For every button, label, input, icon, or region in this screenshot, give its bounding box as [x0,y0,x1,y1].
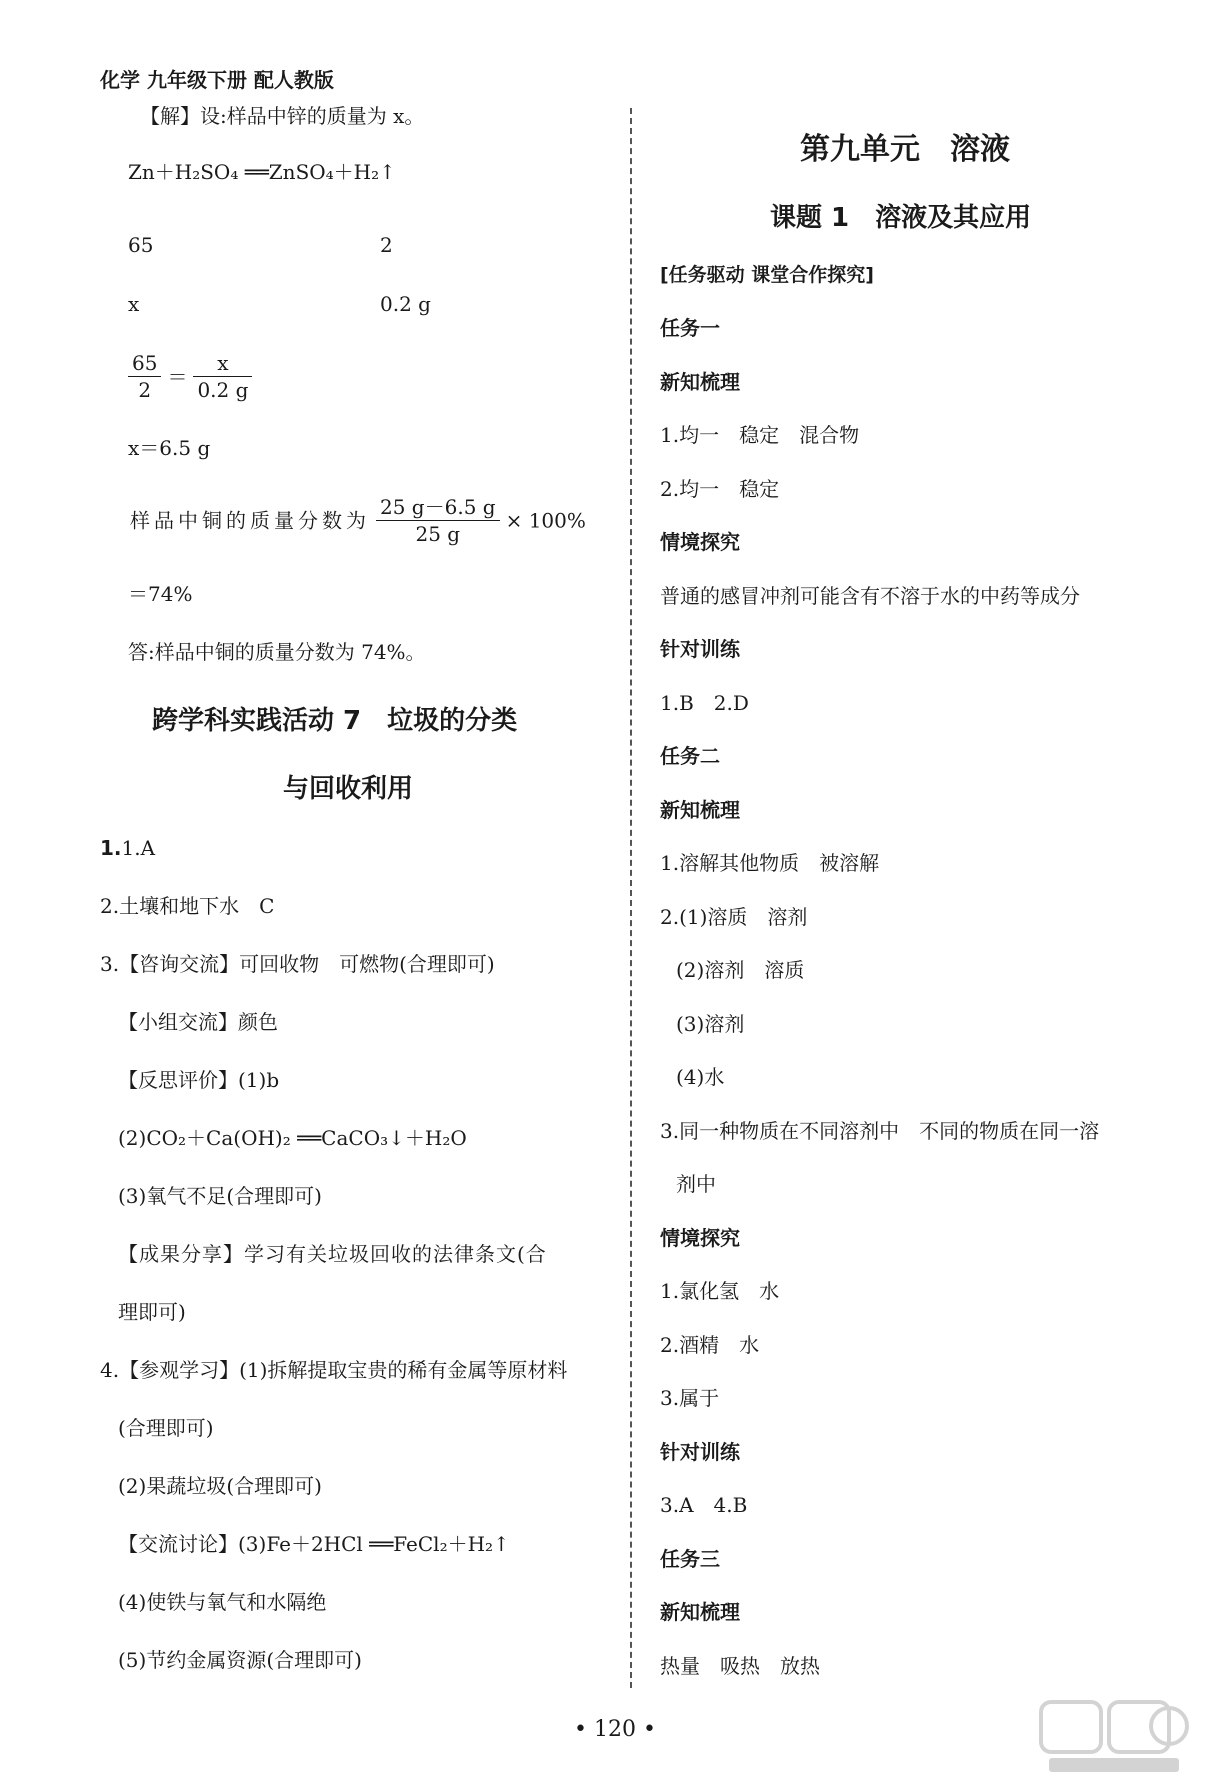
solution-intro: 【解】设:样品中锌的质量为 x。 [140,104,425,128]
answer-item: 2.土壤和地下水 C [100,894,275,918]
unknown-x: x [128,292,140,316]
subsection-heading: 新知梳理 [660,798,740,822]
column-divider [630,108,632,1688]
section-tag: [任务驱动 课堂合作探究] [660,264,874,286]
answer-item: 3.【咨询交流】可回收物 可燃物(合理即可) [100,952,495,976]
answer-item: 3.A 4.B [660,1493,748,1517]
answer-item: (2)CO₂＋Ca(OH)₂ ══CaCO₃↓＋H₂O [118,1126,467,1150]
molar-mass-h2: 2 [380,233,393,257]
subsection-heading: 针对训练 [660,1440,740,1464]
x-result: x＝6.5 g [128,436,211,460]
answer-item: (合理即可) [118,1416,214,1440]
percent-result: ＝74% [128,582,193,606]
answer-item: 理即可) [118,1300,186,1324]
answer-item: (4)使铁与氧气和水隔绝 [118,1590,327,1614]
subsection-heading: 情境探究 [660,530,740,554]
answer-item: 4.【参观学习】(1)拆解提取宝贵的稀有金属等原材料 [100,1358,568,1382]
percent-equation: 样品中铜的质量分数为 $\frac{25 g-6.5 g}{25 g}$ × 100% [130,495,586,546]
answer-item: 3.属于 [660,1386,720,1410]
answer-item: 3.同一种物质在不同溶剂中 不同的物质在同一溶 [660,1119,1100,1143]
running-header: 化学 九年级下册 配人教版 [100,68,334,92]
task-heading: 任务二 [660,744,720,768]
answer-item: 普通的感冒冲剂可能含有不溶于水的中药等成分 [660,584,1080,608]
task-heading: 任务一 [660,316,720,340]
answer-item: (2)果蔬垃圾(合理即可) [118,1474,322,1498]
answer-item: (5)节约金属资源(合理即可) [118,1648,362,1672]
answer-line: 答:样品中铜的质量分数为 74%。 [128,640,426,664]
answer-item: 1.B 2.D [660,691,749,715]
answer-item: (4)水 [676,1065,725,1089]
section-title-line2: 与回收利用 [283,774,414,804]
answer-item: 【小组交流】颜色 [118,1010,278,1034]
unit-title: 第九单元 溶液 [800,132,1010,167]
lesson-title: 课题 1 溶液及其应用 [770,203,1032,233]
answer-item: 【成果分享】学习有关垃圾回收的法律条文(合 [118,1242,547,1266]
answer-item: 剂中 [676,1172,716,1196]
proportion-equation: $\frac{65}{2}$ ＝ $\frac{x}{0.2 g}$ [128,350,252,403]
answer-item: 2.(1)溶质 溶剂 [660,905,808,929]
answer-item: 1.均一 稳定 混合物 [660,423,860,447]
subsection-heading: 新知梳理 [660,370,740,394]
answer-item: (2)溶剂 溶质 [676,958,805,982]
fraction-left: $\frac{65}{2}$ [128,350,161,403]
answer-item: (3)氧气不足(合理即可) [118,1184,322,1208]
answer-site-watermark [1039,1696,1189,1776]
answer-item: 2.均一 稳定 [660,477,780,501]
answer-item: (3)溶剂 [676,1012,745,1036]
answer-item: 1.溶解其他物质 被溶解 [660,851,880,875]
page-number: • 120 • [574,1717,656,1742]
answer-item: 热量 吸热 放热 [660,1654,820,1678]
subsection-heading: 情境探究 [660,1226,740,1250]
fraction-right: $\frac{x}{0.2 g}$ [193,350,252,403]
percent-fraction: $\frac{25 g-6.5 g}{25 g}$ [376,494,500,547]
subsection-heading: 新知梳理 [660,1600,740,1624]
h2-mass: 0.2 g [380,292,431,316]
task-heading: 任务三 [660,1547,720,1571]
answer-item: 1.1.A [100,836,156,860]
answer-item: 【交流讨论】(3)Fe＋2HCl ══FeCl₂＋H₂↑ [118,1532,510,1556]
answer-item: 1.氯化氢 水 [660,1279,780,1303]
section-title-line1: 跨学科实践活动 7 垃圾的分类 [152,706,518,736]
answer-item: 【反思评价】(1)b [118,1068,280,1092]
reaction-equation: Zn＋H₂SO₄ ══ZnSO₄＋H₂↑ [128,160,396,184]
molar-mass-zn: 65 [128,233,154,257]
answer-item: 2.酒精 水 [660,1333,760,1357]
subsection-heading: 针对训练 [660,637,740,661]
